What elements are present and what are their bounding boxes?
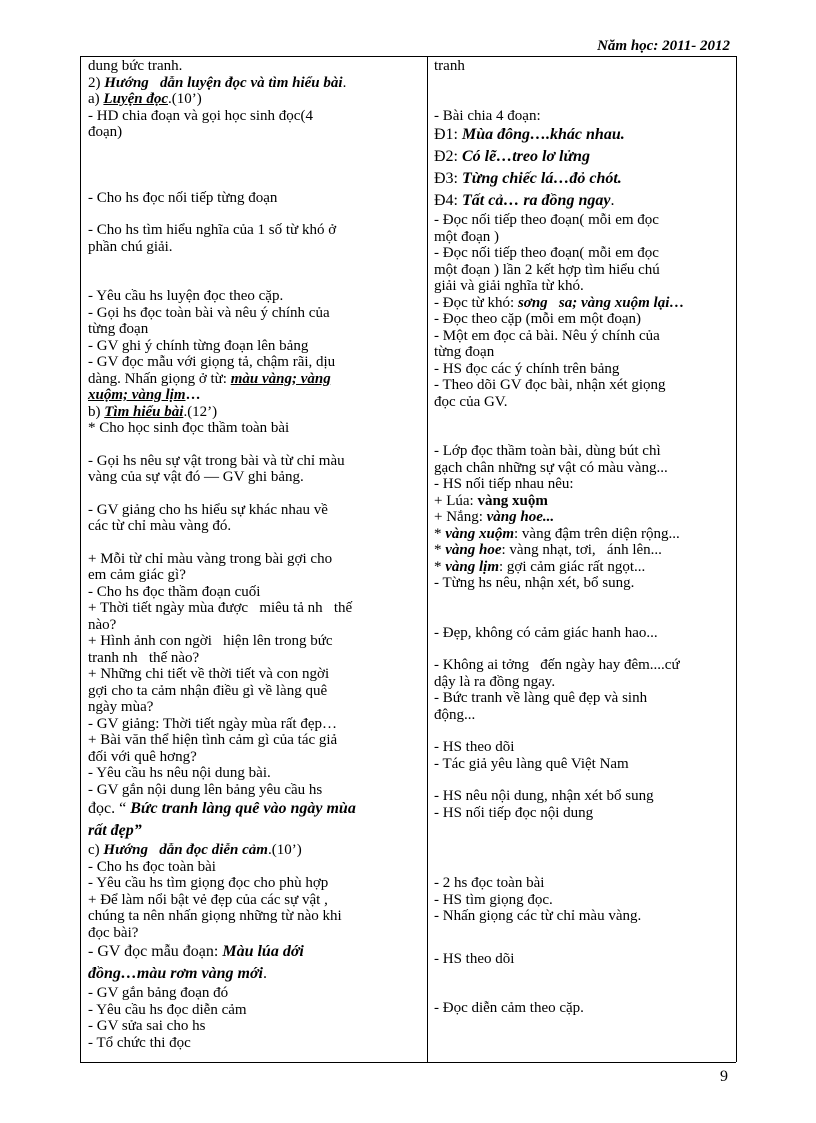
student-activities-column [434, 58, 734, 1017]
text-line: xuộm; vàng lịm… [88, 387, 201, 403]
text-line: - Đọc nối tiếp theo đoạn( mỗi em đọc [434, 212, 659, 228]
text-line: - Gọi hs đọc toàn bài và nêu ý chính của [88, 304, 330, 321]
text-line: - Gọi hs nêu sự vật trong bài và từ chỉ màu [88, 452, 345, 469]
text-line: từng đoạn [434, 344, 495, 360]
text-line: * vàng xuộm: vàng đậm trên diện rộng... [434, 525, 680, 542]
text-line: * vàng lịm: gợi cảm giác rất ngọt... [434, 558, 646, 575]
text-line: đồng…màu rơm vàng mới. [88, 965, 267, 982]
table-bottom-border [80, 1062, 736, 1063]
text-line: - GV giảng cho hs hiểu sự khác nhau về [88, 501, 328, 518]
text-line: - Đẹp, không có cảm giác hanh hao... [434, 624, 658, 641]
text-line: - Yêu cầu hs tìm giọng đọc cho phù hợp [88, 875, 329, 891]
text-line: phần chú giải. [88, 238, 173, 255]
text-line: gạch chân những sự vật có màu vàng... [434, 459, 668, 476]
paragraph-label: Đ2: Có lẽ…treo lơ lửng [434, 148, 590, 165]
text-line: * vàng hoe: vàng nhạt, tơi, ánh lên... [434, 542, 662, 558]
text-line: - GV ghi ý chính từng đoạn lên bảng [88, 337, 309, 354]
text-line: - Một em đọc cả bài. Nêu ý chính của [434, 327, 660, 344]
text-line: gợi cho ta cảm nhận điều gì về làng quê [88, 682, 328, 699]
text-line: - Không ai tởng đến ngày hay đêm....cứ [434, 657, 680, 673]
text-line: - GV giảng: Thời tiết ngày mùa rất đẹp… [88, 715, 337, 732]
text-line: + Nắng: vàng hoe... [434, 509, 555, 525]
text-line: - GV đọc mẫu đoạn: Màu lúa dới [88, 943, 304, 960]
text-line: - GV đọc mẫu với giọng tả, chậm rãi, dịu [88, 354, 336, 370]
text-line: - 2 hs đọc toàn bài [434, 875, 545, 891]
paragraph-label: Đ4: Tất cả… ra đồng ngay. [434, 192, 615, 209]
text-line: - HS nối tiếp đọc nội dung [434, 804, 594, 821]
text-line: các từ chỉ màu vàng đó. [88, 518, 232, 534]
text-line: - Bức tranh về làng quê đẹp và sinh [434, 690, 648, 706]
text-line: - HS nêu nội dung, nhận xét bổ sung [434, 788, 654, 804]
text-line: - HS theo dõi [434, 739, 515, 755]
text-line: - HD chia đoạn và gọi học sinh đọc(4 [88, 107, 313, 124]
text-line: đọc. “ Bức tranh làng quê vào ngày mùa [88, 800, 356, 817]
text-line: - Đọc nối tiếp theo đoạn( mỗi em đọc [434, 245, 659, 261]
text-line: nào? [88, 616, 117, 633]
text-line: động... [434, 706, 476, 723]
text-line: - HS nối tiếp nhau nêu: [434, 476, 574, 492]
text-line: - Yêu cầu hs luyện đọc theo cặp. [88, 288, 284, 304]
text-line: rất đẹp” [88, 822, 142, 839]
text-line: - Lớp đọc thầm toàn bài, dùng bút chì [434, 443, 661, 459]
text-line: - Cho hs đọc thầm đoạn cuối [88, 583, 261, 600]
text-line: đoạn) [88, 124, 123, 140]
text-line: chúng ta nên nhấn giọng những từ nào khi [88, 908, 342, 924]
section-heading: c) Hướng dẫn đọc diễn cảm.(10’) [88, 842, 302, 858]
text-line: - Yêu cầu hs nêu nội dung bài. [88, 765, 271, 781]
table-left-border [80, 56, 81, 1062]
table-column-divider [427, 56, 428, 1062]
section-heading: b) Tìm hiểu bài.(12’) [88, 403, 218, 420]
text-line: - Tổ chức thi đọc [88, 1034, 191, 1051]
text-line: - GV gắn bảng đoạn đó [88, 985, 229, 1001]
text-line: đối với quê hơng? [88, 748, 197, 765]
text-line: - Theo dõi GV đọc bài, nhận xét giọng [434, 377, 666, 393]
text-line: - Đọc từ khó: sơng sa; vàng xuộm lại… [434, 294, 685, 311]
text-line: - GV sửa sai cho hs [88, 1018, 206, 1034]
text-line: - Bài chia 4 đoạn: [434, 107, 541, 124]
text-line: + Hình ảnh con ngời hiện lên trong bức [88, 633, 333, 649]
paragraph-label: Đ3: Từng chiếc lá…đỏ chót. [434, 170, 622, 187]
text-line: - Cho hs đọc nối tiếp từng đoạn [88, 189, 278, 206]
text-line: + Thời tiết ngày mùa được miêu tả nh thế [88, 600, 353, 616]
paragraph-label: Đ1: Mùa đông….khác nhau. [434, 126, 625, 143]
section-heading: a) Luyện đọc.(10’) [88, 91, 202, 107]
text-line: - Yêu cầu hs đọc diễn cảm [88, 1001, 247, 1018]
text-line: - GV gắn nội dung lên bảng yêu cầu hs [88, 781, 323, 798]
text-line: một đoạn ) [434, 228, 499, 245]
table-right-border [736, 56, 737, 1062]
text-line: - Cho hs tìm hiểu nghĩa của 1 số từ khó ở [88, 222, 337, 238]
text-line: - Nhấn giọng các từ chỉ màu vàng. [434, 908, 642, 924]
text-line: tranh nh thế nào? [88, 649, 200, 666]
text-line: tranh [434, 58, 465, 74]
table-top-border [80, 56, 736, 57]
text-line: một đoạn ) lần 2 kết hợp tìm hiểu chú [434, 261, 660, 278]
page-number: 9 [720, 1068, 728, 1085]
text-line: dậy là ra đồng ngay. [434, 673, 556, 690]
text-line: - Tác giả yêu làng quê Việt Nam [434, 755, 629, 772]
teacher-activities-column [88, 58, 422, 1051]
text-line: + Bài văn thể hiện tình cảm gì của tác giả [88, 732, 338, 748]
text-line: - Đọc diễn cảm theo cặp. [434, 1000, 584, 1016]
text-line: em cảm giác gì? [88, 567, 186, 583]
text-line: giải và giải nghĩa từ khó. [434, 278, 584, 294]
text-line: - Đọc theo cặp (mỗi em một đoạn) [434, 311, 642, 327]
text-line: dung bức tranh. [88, 58, 183, 74]
text-line: - Cho hs đọc toàn bài [88, 858, 216, 875]
text-line: - HS đọc các ý chính trên bảng [434, 360, 620, 377]
text-line: + Mỗi từ chỉ màu vàng trong bài gợi cho [88, 550, 333, 567]
text-line: dàng. Nhấn giọng ở từ: màu vàng; vàng [88, 370, 331, 387]
text-line: từng đoạn [88, 321, 149, 337]
section-heading: 2) Hướng dẫn luyện đọc và tìm hiểu bài. [88, 74, 347, 91]
text-line: đọc bài? [88, 924, 139, 941]
text-line: + Những chi tiết về thời tiết và con ngời [88, 666, 330, 682]
school-year-header: Năm học: 2011- 2012 [597, 38, 730, 54]
text-line: * Cho học sinh đọc thầm toàn bài [88, 420, 290, 436]
text-line: vàng của sự vật đó — GV ghi bảng. [88, 469, 304, 485]
text-line: - Từng hs nêu, nhận xét, bổ sung. [434, 575, 635, 591]
text-line: - HS tìm giọng đọc. [434, 891, 553, 908]
text-line: + Để làm nổi bật vẻ đẹp của các sự vật , [88, 891, 328, 908]
text-line: ngày mùa? [88, 699, 154, 715]
text-line: đọc của GV. [434, 393, 508, 410]
text-line: + Lúa: vàng xuộm [434, 492, 548, 509]
text-line: - HS theo dõi [434, 950, 515, 967]
